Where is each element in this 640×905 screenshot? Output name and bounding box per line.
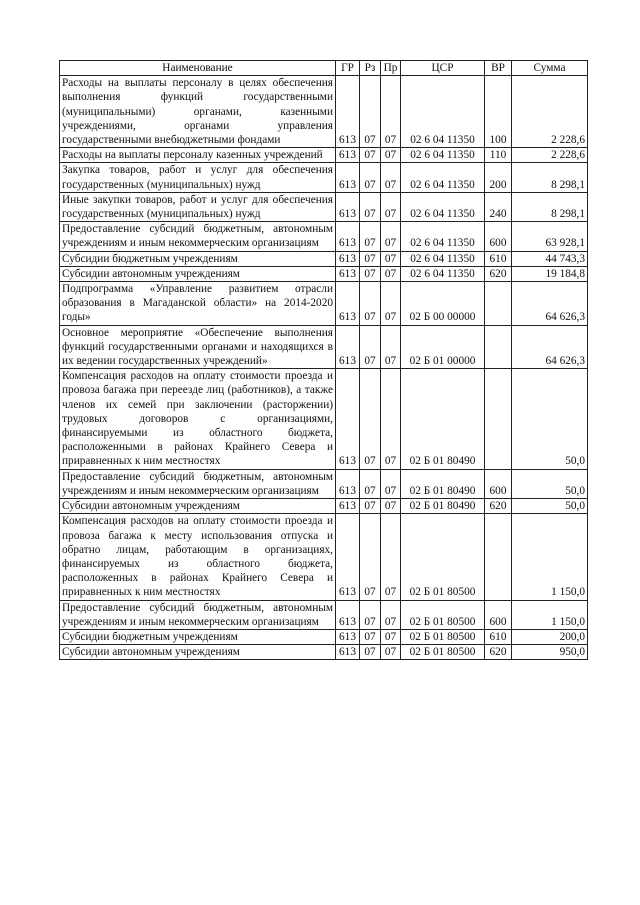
table-row (60, 514, 588, 600)
table-header (60, 61, 588, 76)
header-row (60, 61, 588, 76)
cell-name: Компенсация расходов на оплату стоимости проезда и провоза багажа к месту использования отпуска и обратно лицам, работающим в организациях, финансируемых из областного бюджета, расположенных в районах Крайнего Севера и приравненных к ним местностях (60, 514, 336, 600)
cell-sum: 63 928,1 (512, 222, 588, 251)
header-csr: ЦСР (401, 61, 485, 76)
cell-csr: 02 Б 01 80500 (401, 629, 485, 644)
table-row (60, 645, 588, 660)
cell-sum: 50,0 (512, 499, 588, 514)
cell-gr: 613 (336, 369, 360, 469)
cell-sum: 50,0 (512, 369, 588, 469)
cell-vr: 600 (485, 222, 512, 251)
cell-name: Расходы на выплаты персоналу в целях обеспечения выполнения функций государственными (муниципальными) органами, казенными учреждениями, органами управления государственными внебюджетными фондами (60, 76, 336, 148)
cell-vr: 100 (485, 76, 512, 148)
cell-vr: 610 (485, 251, 512, 266)
cell-name: Субсидии автономным учреждениям (60, 499, 336, 514)
cell-csr: 02 Б 01 80490 (401, 499, 485, 514)
cell-pr: 07 (381, 369, 401, 469)
cell-gr: 613 (336, 148, 360, 163)
table-row (60, 222, 588, 251)
cell-pr: 07 (381, 163, 401, 192)
cell-rz: 07 (360, 148, 381, 163)
table-row (60, 629, 588, 644)
cell-gr: 613 (336, 499, 360, 514)
cell-csr: 02 Б 01 80500 (401, 514, 485, 600)
cell-rz: 07 (360, 600, 381, 629)
cell-rz: 07 (360, 192, 381, 221)
cell-vr: 620 (485, 645, 512, 660)
cell-csr: 02 Б 01 80500 (401, 645, 485, 660)
cell-name: Расходы на выплаты персоналу казенных учреждений (60, 148, 336, 163)
budget-table (59, 60, 588, 660)
cell-sum: 64 626,3 (512, 282, 588, 326)
cell-vr (485, 514, 512, 600)
header-sum: Сумма (512, 61, 588, 76)
cell-gr: 613 (336, 469, 360, 498)
cell-pr: 07 (381, 645, 401, 660)
cell-name: Иные закупки товаров, работ и услуг для обеспечения государственных (муниципальных) нужд (60, 192, 336, 221)
cell-csr: 02 6 04 11350 (401, 222, 485, 251)
cell-gr: 613 (336, 163, 360, 192)
cell-gr: 613 (336, 645, 360, 660)
cell-gr: 613 (336, 629, 360, 644)
cell-rz: 07 (360, 76, 381, 148)
cell-name: Субсидии автономным учреждениям (60, 645, 336, 660)
cell-pr: 07 (381, 266, 401, 281)
cell-gr: 613 (336, 282, 360, 326)
cell-gr: 613 (336, 600, 360, 629)
cell-pr: 07 (381, 251, 401, 266)
cell-vr: 600 (485, 600, 512, 629)
cell-csr: 02 Б 01 80500 (401, 600, 485, 629)
cell-rz: 07 (360, 163, 381, 192)
cell-rz: 07 (360, 369, 381, 469)
cell-pr: 07 (381, 629, 401, 644)
cell-sum: 64 626,3 (512, 325, 588, 369)
cell-vr (485, 325, 512, 369)
cell-csr: 02 6 04 11350 (401, 148, 485, 163)
cell-rz: 07 (360, 282, 381, 326)
cell-name: Субсидии автономным учреждениям (60, 266, 336, 281)
cell-gr: 613 (336, 266, 360, 281)
cell-vr: 240 (485, 192, 512, 221)
cell-csr: 02 6 04 11350 (401, 163, 485, 192)
cell-sum: 1 150,0 (512, 600, 588, 629)
table-row (60, 76, 588, 148)
cell-pr: 07 (381, 192, 401, 221)
cell-csr: 02 6 04 11350 (401, 192, 485, 221)
table-body (60, 76, 588, 660)
cell-gr: 613 (336, 325, 360, 369)
cell-name: Предоставление субсидий бюджетным, автономным учреждениям и иным некоммерческим организациям (60, 600, 336, 629)
cell-rz: 07 (360, 266, 381, 281)
cell-gr: 613 (336, 251, 360, 266)
cell-gr: 613 (336, 514, 360, 600)
cell-name: Основное мероприятие «Обеспечение выполнения функций государственными органами и находящихся в их ведении государственных учреждений» (60, 325, 336, 369)
cell-pr: 07 (381, 514, 401, 600)
cell-gr: 613 (336, 192, 360, 221)
cell-name: Закупка товаров, работ и услуг для обеспечения государственных (муниципальных) нужд (60, 163, 336, 192)
cell-name: Предоставление субсидий бюджетным, автономным учреждениям и иным некоммерческим организациям (60, 222, 336, 251)
cell-sum: 950,0 (512, 645, 588, 660)
header-gr: ГР (336, 61, 360, 76)
table-row (60, 163, 588, 192)
cell-csr: 02 6 04 11350 (401, 266, 485, 281)
header-rz: Рз (360, 61, 381, 76)
table-row (60, 325, 588, 369)
header-pr: Пр (381, 61, 401, 76)
table-row (60, 266, 588, 281)
cell-gr: 613 (336, 222, 360, 251)
cell-csr: 02 6 04 11350 (401, 251, 485, 266)
cell-pr: 07 (381, 282, 401, 326)
table-row (60, 600, 588, 629)
table-row (60, 192, 588, 221)
table-row (60, 251, 588, 266)
table-row (60, 369, 588, 469)
cell-rz: 07 (360, 469, 381, 498)
cell-sum: 2 228,6 (512, 76, 588, 148)
cell-rz: 07 (360, 325, 381, 369)
table-row (60, 148, 588, 163)
cell-sum: 19 184,8 (512, 266, 588, 281)
table-row (60, 499, 588, 514)
cell-sum: 8 298,1 (512, 192, 588, 221)
cell-pr: 07 (381, 600, 401, 629)
cell-sum: 1 150,0 (512, 514, 588, 600)
cell-sum: 200,0 (512, 629, 588, 644)
cell-pr: 07 (381, 148, 401, 163)
cell-csr: 02 Б 01 00000 (401, 325, 485, 369)
cell-vr (485, 282, 512, 326)
cell-pr: 07 (381, 325, 401, 369)
cell-sum: 50,0 (512, 469, 588, 498)
cell-rz: 07 (360, 499, 381, 514)
cell-name: Подпрограмма «Управление развитием отрасли образования в Магаданской области» на 2014-2020 годы» (60, 282, 336, 326)
cell-gr: 613 (336, 76, 360, 148)
cell-sum: 44 743,3 (512, 251, 588, 266)
cell-rz: 07 (360, 222, 381, 251)
cell-csr: 02 Б 01 80490 (401, 469, 485, 498)
cell-csr: 02 Б 01 80490 (401, 369, 485, 469)
cell-name: Субсидии бюджетным учреждениям (60, 629, 336, 644)
cell-vr: 600 (485, 469, 512, 498)
cell-vr: 620 (485, 266, 512, 281)
cell-pr: 07 (381, 499, 401, 514)
table-row (60, 469, 588, 498)
cell-name: Предоставление субсидий бюджетным, автономным учреждениям и иным некоммерческим организациям (60, 469, 336, 498)
cell-vr: 110 (485, 148, 512, 163)
cell-vr: 620 (485, 499, 512, 514)
cell-rz: 07 (360, 629, 381, 644)
cell-pr: 07 (381, 222, 401, 251)
cell-csr: 02 Б 00 00000 (401, 282, 485, 326)
cell-pr: 07 (381, 469, 401, 498)
table-row (60, 282, 588, 326)
cell-vr (485, 369, 512, 469)
cell-rz: 07 (360, 514, 381, 600)
cell-vr: 200 (485, 163, 512, 192)
cell-name: Субсидии бюджетным учреждениям (60, 251, 336, 266)
header-name: Наименование (60, 61, 336, 76)
cell-sum: 8 298,1 (512, 163, 588, 192)
header-vr: ВР (485, 61, 512, 76)
cell-rz: 07 (360, 645, 381, 660)
cell-rz: 07 (360, 251, 381, 266)
cell-pr: 07 (381, 76, 401, 148)
cell-vr: 610 (485, 629, 512, 644)
cell-csr: 02 6 04 11350 (401, 76, 485, 148)
cell-name: Компенсация расходов на оплату стоимости проезда и провоза багажа при переезде лиц (работников), а также членов их семей при заключении (расторжении) трудовых договоров с организациями, финансируемыми из областного бюджета, расположенными в районах Крайнего Севера и приравненных к ним местностях (60, 369, 336, 469)
cell-sum: 2 228,6 (512, 148, 588, 163)
